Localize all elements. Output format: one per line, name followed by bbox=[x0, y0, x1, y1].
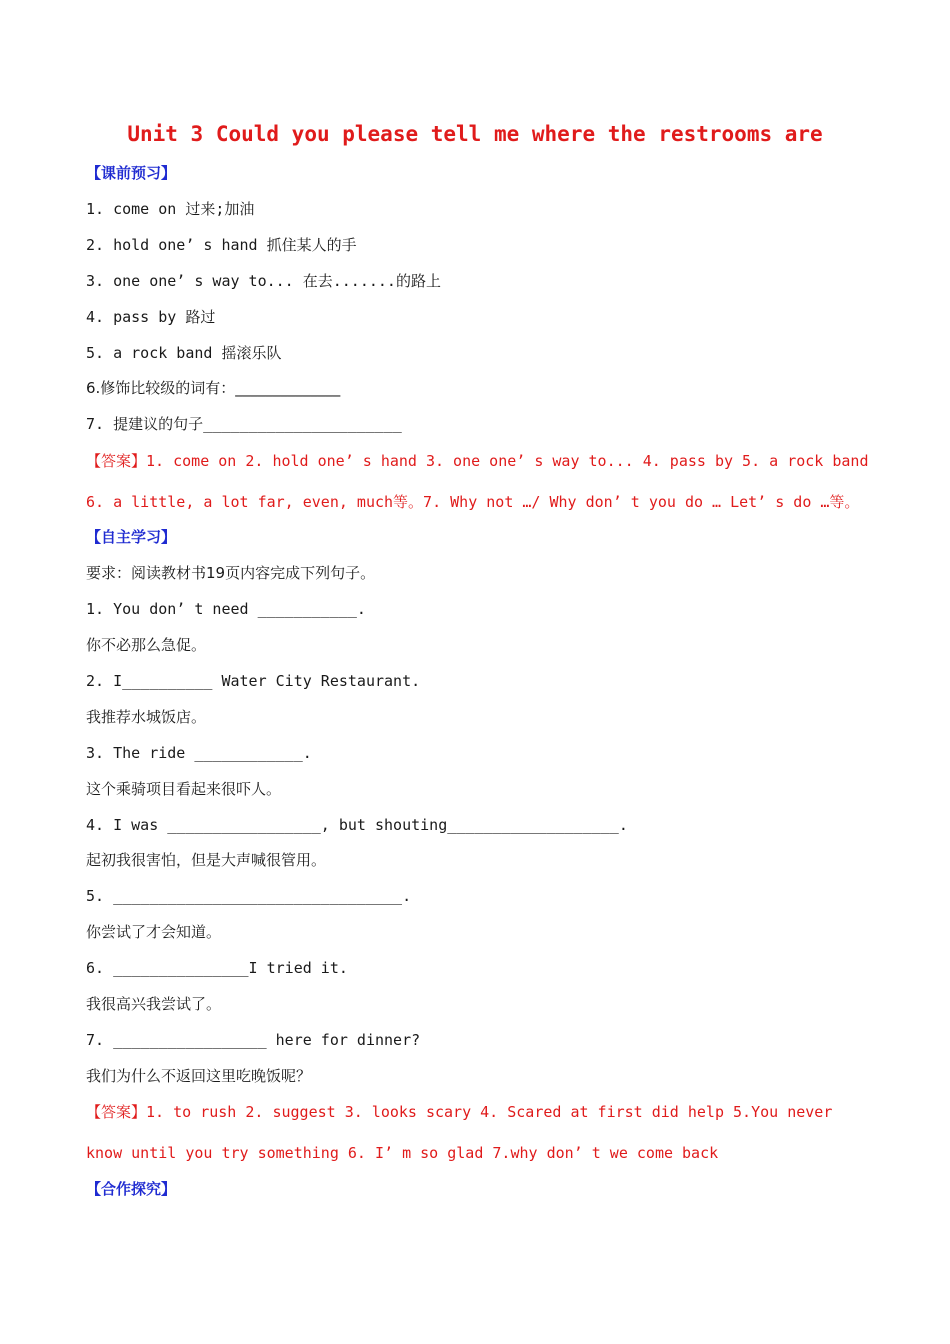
preview-item: 2. hold one’ s hand 抓住某人的手 bbox=[86, 236, 357, 254]
preview-item: 5. a rock band 摇滚乐队 bbox=[86, 344, 282, 362]
exercise-sentence: 5. ________________________________. bbox=[86, 887, 412, 905]
section-heading-cooperate: 【合作探究】 bbox=[86, 1180, 177, 1198]
answer-tag: 【答案】 bbox=[86, 1103, 147, 1121]
exercise-translation: 我们为什么不返回这里吃晚饭呢？ bbox=[86, 1067, 312, 1085]
exercise-sentence: 6. _______________I tried it. bbox=[86, 959, 348, 977]
preview-item: 6.修饰比较级的词有：______________ bbox=[86, 379, 341, 397]
exercise-sentence: 7. _________________ here for dinner? bbox=[86, 1031, 421, 1049]
exercise-translation: 我很高兴我尝试了。 bbox=[86, 995, 222, 1013]
exercise-translation: 你尝试了才会知道。 bbox=[86, 923, 222, 941]
preview-answer-line2: 6. a little, a lot far, even, much等。7. Why not …/ Why don’ t you do … Let’ s do …等。 bbox=[86, 493, 860, 511]
exercise-translation: 这个乘骑项目看起来很吓人。 bbox=[86, 780, 282, 798]
preview-item: 4. pass by 路过 bbox=[86, 308, 216, 326]
exercise-sentence: 1. You don’ t need ___________. bbox=[86, 600, 366, 618]
section-heading-preview: 【课前预习】 bbox=[86, 164, 177, 182]
preview-item: 7. 提建议的句子______________________ bbox=[86, 415, 402, 433]
preview-item: 1. come on 过来;加油 bbox=[86, 200, 255, 218]
self-study-requirement: 要求：阅读教材书19页内容完成下列句子。 bbox=[86, 564, 376, 582]
page-title: Unit 3 Could you please tell me where the restrooms are bbox=[127, 122, 823, 146]
exercise-translation: 我推荐水城饭店。 bbox=[86, 708, 207, 726]
exercise-translation: 起初我很害怕，但是大声喊很管用。 bbox=[86, 851, 327, 869]
exercise-sentence: 2. I__________ Water City Restaurant. bbox=[86, 672, 421, 690]
exercise-translation: 你不必那么急促。 bbox=[86, 636, 207, 654]
self-study-answer-line1 bbox=[86, 1102, 832, 1122]
self-study-answer-line2: know until you try something 6. I’ m so glad 7.why don’ t we come back bbox=[86, 1144, 719, 1162]
section-heading-self-study: 【自主学习】 bbox=[86, 528, 177, 546]
preview-answer-line1 bbox=[86, 451, 868, 471]
exercise-sentence: 3. The ride ____________. bbox=[86, 744, 312, 762]
answer-tag: 【答案】 bbox=[86, 452, 147, 470]
exercise-sentence: 4. I was _________________, but shouting___________________. bbox=[86, 816, 628, 834]
answer-text: 1. to rush 2. suggest 3. looks scary 4. Scared at first did help 5.You never bbox=[146, 1103, 833, 1121]
answer-text: 1. come on 2. hold one’ s hand 3. one one’ s way to... 4. pass by 5. a rock band bbox=[146, 452, 869, 470]
preview-item: 3. one one’ s way to... 在去.......的路上 bbox=[86, 272, 441, 290]
